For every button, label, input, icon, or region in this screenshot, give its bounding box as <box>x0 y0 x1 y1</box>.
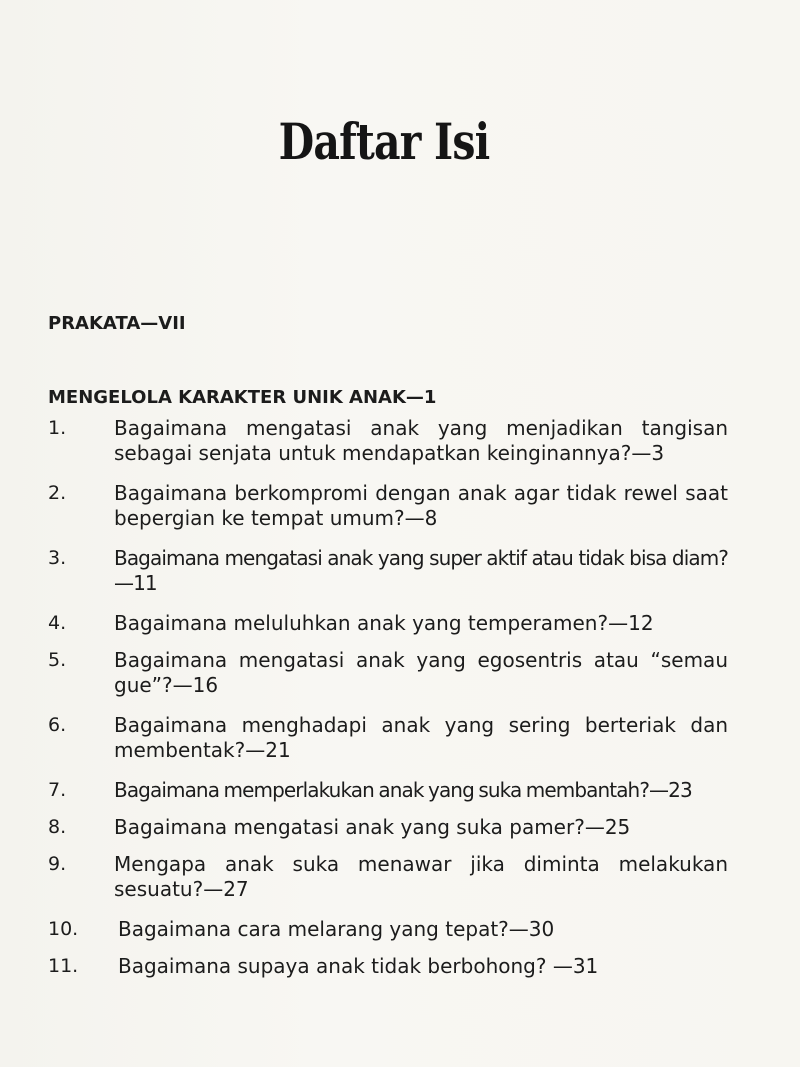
entry-text: Bagaimana cara melarang yang tepat?—30 <box>118 917 555 941</box>
entry-text: Bagaimana meluluhkan anak yang temperamen?—12 <box>114 611 654 635</box>
entry-number: 6. <box>48 714 67 736</box>
toc-entry <box>48 611 728 636</box>
entry-text: Bagaimana mengatasi anak yang super aktif atau tidak bisa diam?—11 <box>114 546 728 595</box>
toc-entry <box>48 954 728 979</box>
entry-text: Mengapa anak suka menawar jika diminta melakukan sesuatu?—27 <box>114 852 728 901</box>
toc-list <box>48 416 728 991</box>
entry-number: 2. <box>48 482 67 504</box>
entry-number: 3. <box>48 547 67 569</box>
entry-number: 7. <box>48 779 67 801</box>
entry-number: 9. <box>48 853 67 875</box>
toc-front-matter: PRAKATA—VII <box>48 313 186 334</box>
entry-text: Bagaimana memperlakukan anak yang suka membantah?—23 <box>114 778 692 802</box>
section-heading: MENGELOLA KARAKTER UNIK ANAK—1 <box>48 387 437 408</box>
entry-number: 1. <box>48 417 67 439</box>
toc-entry <box>48 815 728 840</box>
toc-entry <box>48 648 728 698</box>
toc-entry <box>48 481 728 531</box>
entry-number: 11. <box>48 955 79 977</box>
toc-entry <box>48 416 728 466</box>
entry-number: 8. <box>48 816 67 838</box>
entry-number: 5. <box>48 649 67 671</box>
entry-text: Bagaimana mengatasi anak yang menjadikan tangisan sebagai senjata untuk mendapatkan keinginannya?—3 <box>114 416 728 465</box>
entry-text: Bagaimana menghadapi anak yang sering berteriak dan membentak?—21 <box>114 713 728 762</box>
page-title: Daftar Isi <box>278 112 490 171</box>
entry-text: Bagaimana mengatasi anak yang suka pamer?—25 <box>114 815 631 839</box>
toc-entry <box>48 917 728 942</box>
toc-entry <box>48 713 728 763</box>
toc-entry <box>48 546 728 596</box>
toc-entry <box>48 852 728 902</box>
entry-text: Bagaimana berkompromi dengan anak agar tidak rewel saat bepergian ke tempat umum?—8 <box>114 481 728 530</box>
entry-text: Bagaimana mengatasi anak yang egosentris atau “semau gue”?—16 <box>114 648 728 697</box>
entry-number: 10. <box>48 918 79 940</box>
entry-text: Bagaimana supaya anak tidak berbohong? —31 <box>118 954 599 978</box>
entry-number: 4. <box>48 612 67 634</box>
toc-entry <box>48 778 728 803</box>
